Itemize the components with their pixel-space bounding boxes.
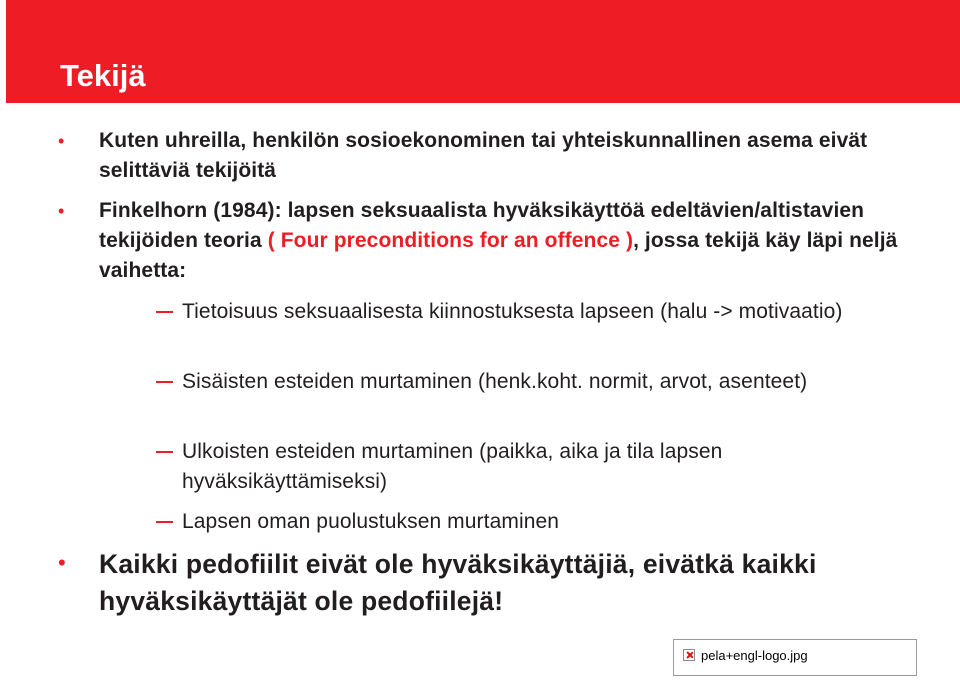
- bullet-marker: •: [58, 201, 65, 221]
- sub-bullet-dash: [156, 521, 173, 523]
- sub-bullet-dash: [156, 451, 173, 453]
- broken-image-placeholder: [673, 639, 917, 676]
- sub-item-1: Tietoisuus seksuaalisesta kiinnostuksesta lapseen (halu -> motivaatio): [182, 300, 843, 323]
- bullet-marker: •: [58, 131, 65, 151]
- sub-item-4: Lapsen oman puolustuksen murtaminen: [182, 510, 560, 533]
- sub-item-2: Sisäisten esteiden murtaminen (henk.koht. normit, arvot, asenteet): [182, 370, 808, 393]
- title-bar: [6, 0, 960, 103]
- bullet-2-text-after: , jossa tekijä käy läpi neljä vaihetta:: [99, 229, 898, 282]
- bullet-2-highlight: ( Four preconditions for an offence ): [267, 229, 634, 252]
- sub-bullet-dash: [156, 311, 173, 313]
- image-filename: pela+engl-logo.jpg: [701, 648, 808, 663]
- bullet-1-text: Kuten uhreilla, henkilön sosioekonominen tai yhteiskunnallinen asema eivät selittäviä tekijöitä: [99, 129, 868, 182]
- sub-bullet-dash: [156, 381, 173, 383]
- slide-title: Tekijä: [60, 58, 146, 93]
- broken-image-icon: [683, 649, 695, 661]
- sub-item-3: Ulkoisten esteiden murtaminen (paikka, aika ja tila lapsen hyväksikäyttämiseksi): [182, 440, 723, 493]
- bullet-2-text: [99, 196, 919, 286]
- bullet-marker: •: [58, 550, 66, 575]
- bullet-2-text-before: Finkelhorn (1984): lapsen seksuaalista hyväksikäyttöä edeltävien/altistavien tekijöiden teoria: [99, 199, 865, 252]
- bullet-3-text: Kaikki pedofiilit eivät ole hyväksikäyttäjiä, eivätkä kaikki hyväksikäyttäjät ole pedofiilejä!: [99, 549, 817, 616]
